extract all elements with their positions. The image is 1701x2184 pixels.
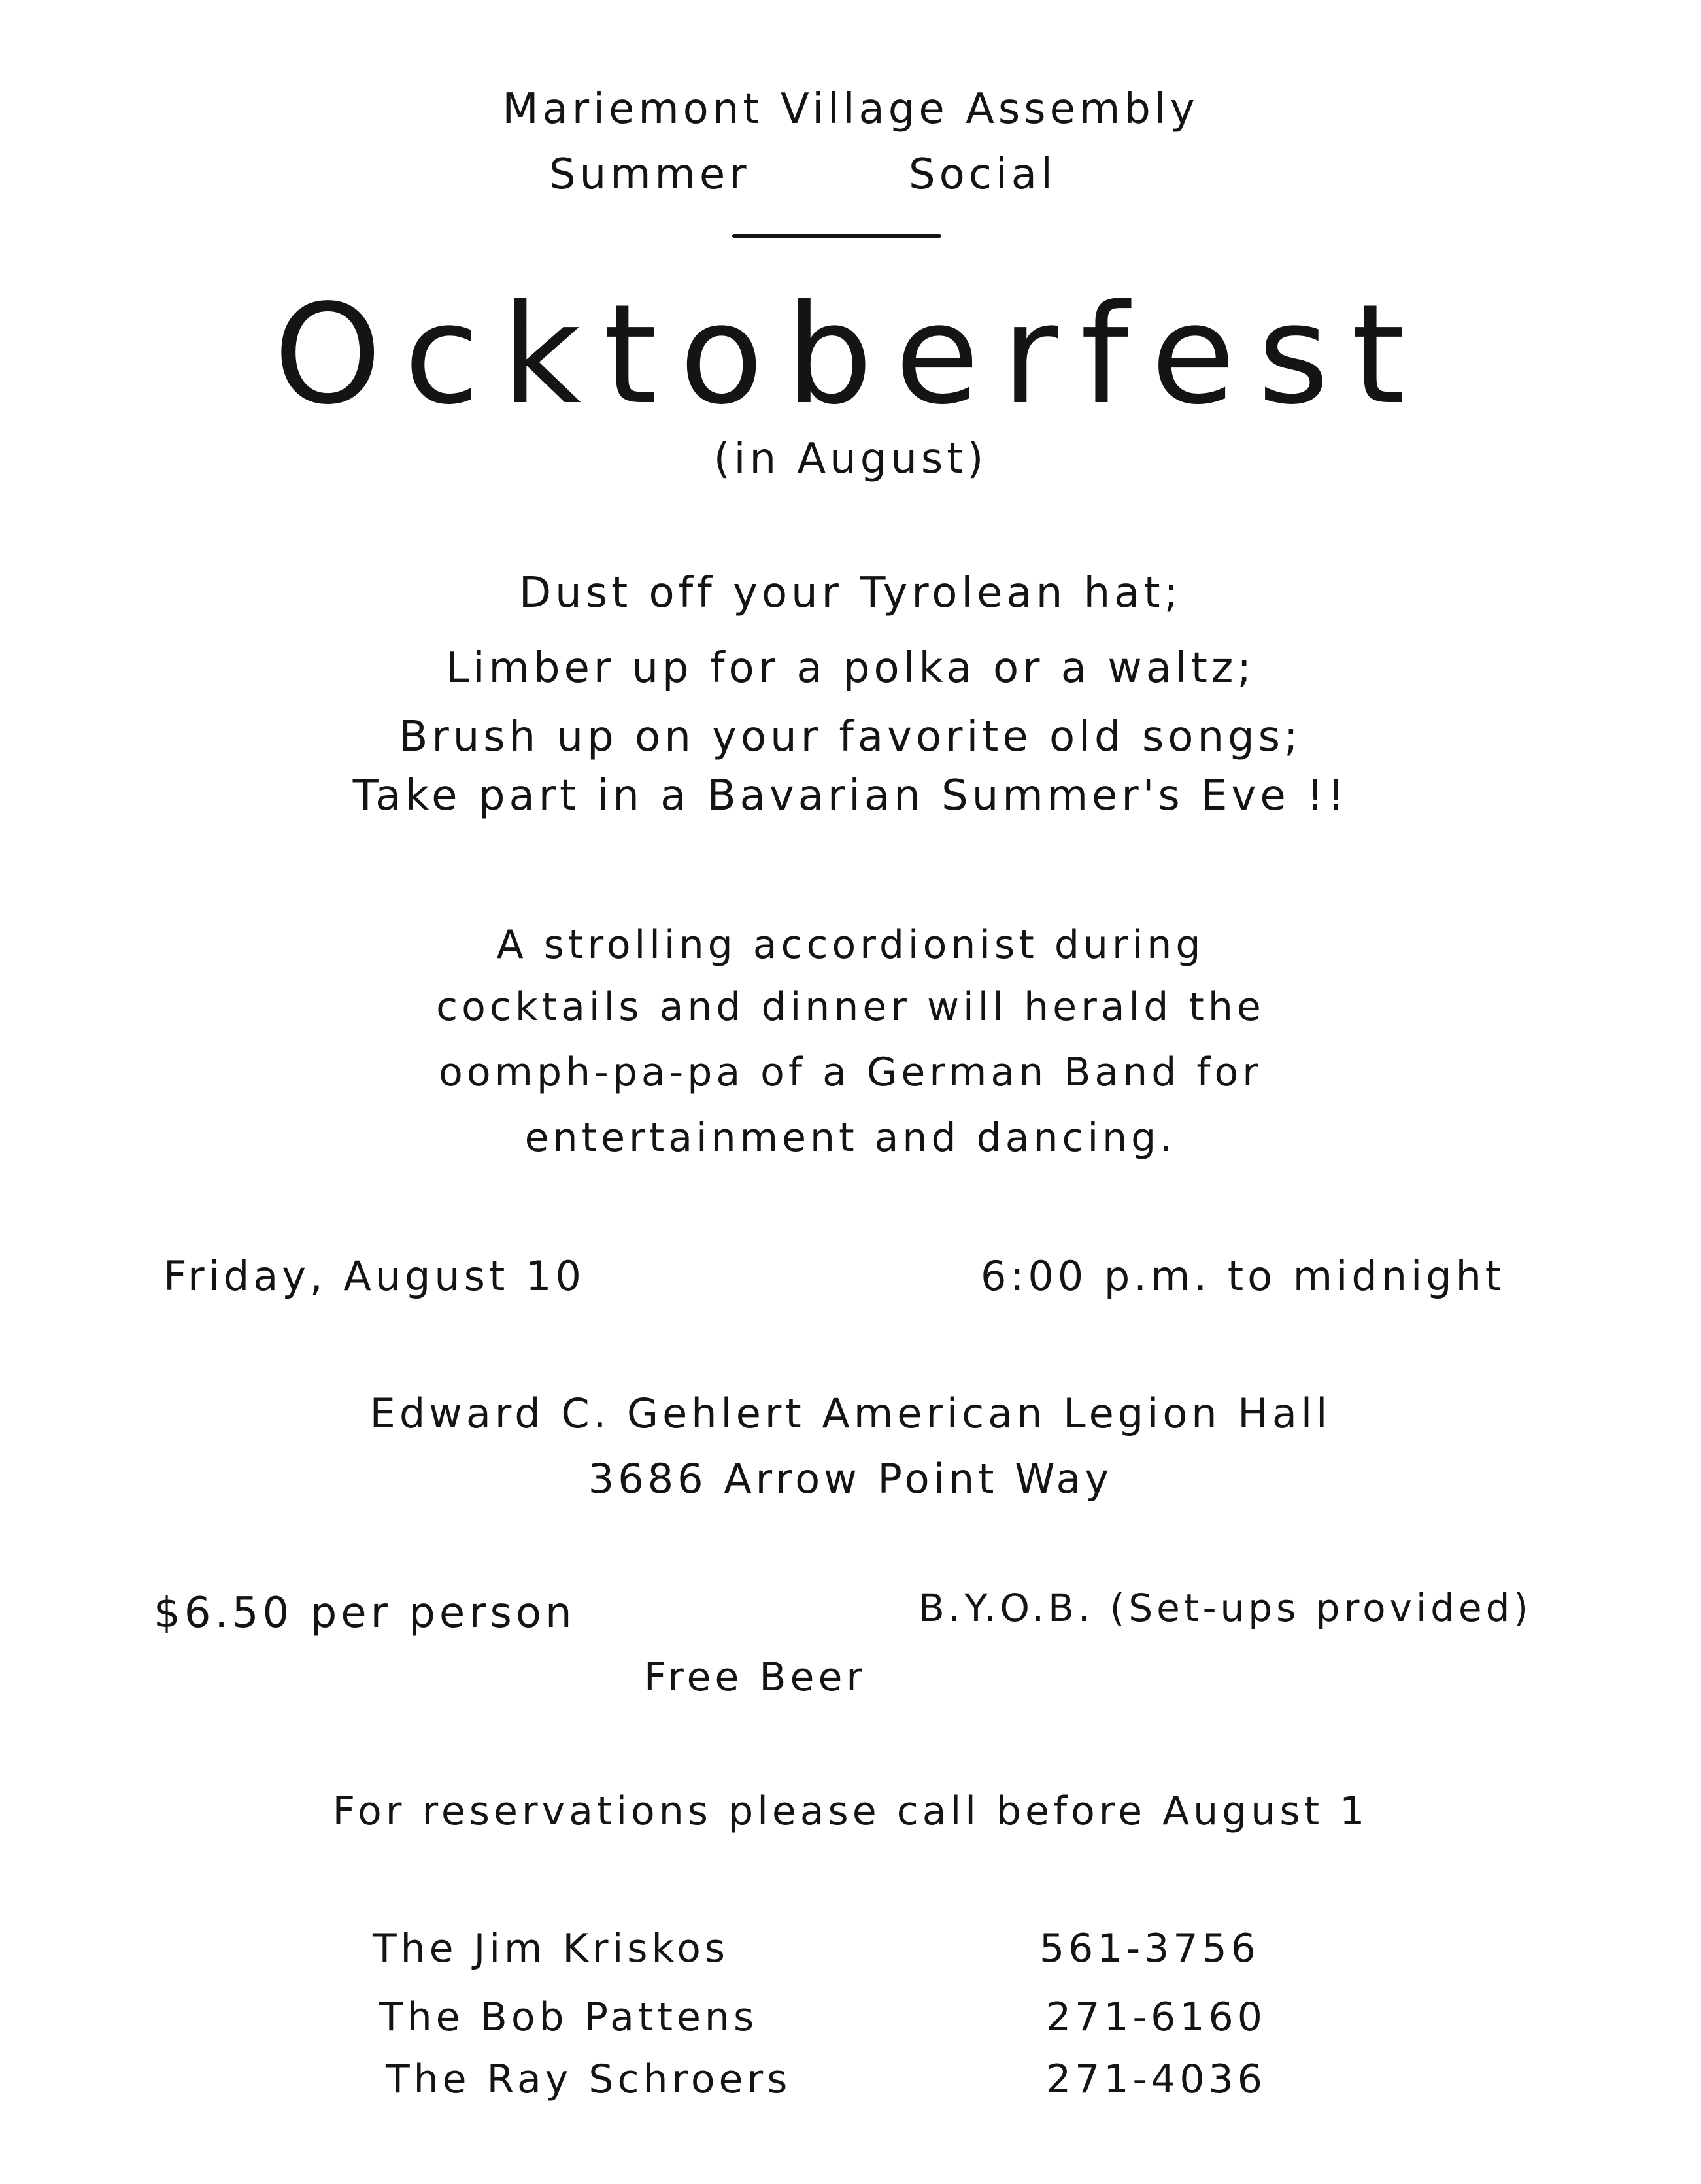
- contact-phone-2: 271-6160: [1046, 1994, 1266, 2040]
- venue-address: 3686 Arrow Point Way: [588, 1455, 1113, 1503]
- description-line-3: oomph-pa-pa of a German Band for: [439, 1049, 1262, 1095]
- event-time: 6:00 p.m. to midnight: [981, 1252, 1506, 1300]
- verse-line-1: Dust off your Tyrolean hat;: [518, 569, 1183, 617]
- description-line-2: cocktails and dinner will herald the: [436, 984, 1265, 1030]
- contact-phone-1: 561-3756: [1039, 1926, 1260, 1971]
- header-divider: [732, 234, 941, 238]
- verse-line-3: Brush up on your favorite old songs;: [399, 713, 1302, 761]
- contact-phone-3: 271-4036: [1046, 2056, 1266, 2102]
- byob-note: B.Y.O.B. (Set-ups provided): [918, 1586, 1533, 1630]
- event-date: Friday, August 10: [163, 1252, 585, 1300]
- social-word: Social: [909, 150, 1056, 199]
- contact-name-1: The Jim Kriskos: [373, 1926, 730, 1971]
- description-line-4: entertainment and dancing.: [524, 1115, 1177, 1161]
- verse-line-4: Take part in a Bavarian Summer's Eve !!: [352, 772, 1349, 820]
- event-subtitle: (in August): [713, 435, 988, 483]
- event-title: Ocktoberfest: [273, 275, 1428, 435]
- contact-name-3: The Ray Schroers: [386, 2056, 792, 2102]
- ticket-price: $6.50 per person: [154, 1589, 576, 1637]
- assembly-name: Mariemont Village Assembly: [502, 85, 1199, 133]
- free-beer-note: Free Beer: [644, 1654, 867, 1700]
- verse-line-2: Limber up for a polka or a waltz;: [446, 644, 1255, 692]
- contact-name-2: The Bob Pattens: [379, 1994, 758, 2040]
- description-line-1: A strolling accordionist during: [496, 922, 1205, 968]
- reservation-note: For reservations please call before August 1: [332, 1788, 1369, 1834]
- venue-name: Edward C. Gehlert American Legion Hall: [369, 1390, 1332, 1437]
- summer-word: Summer: [549, 150, 750, 199]
